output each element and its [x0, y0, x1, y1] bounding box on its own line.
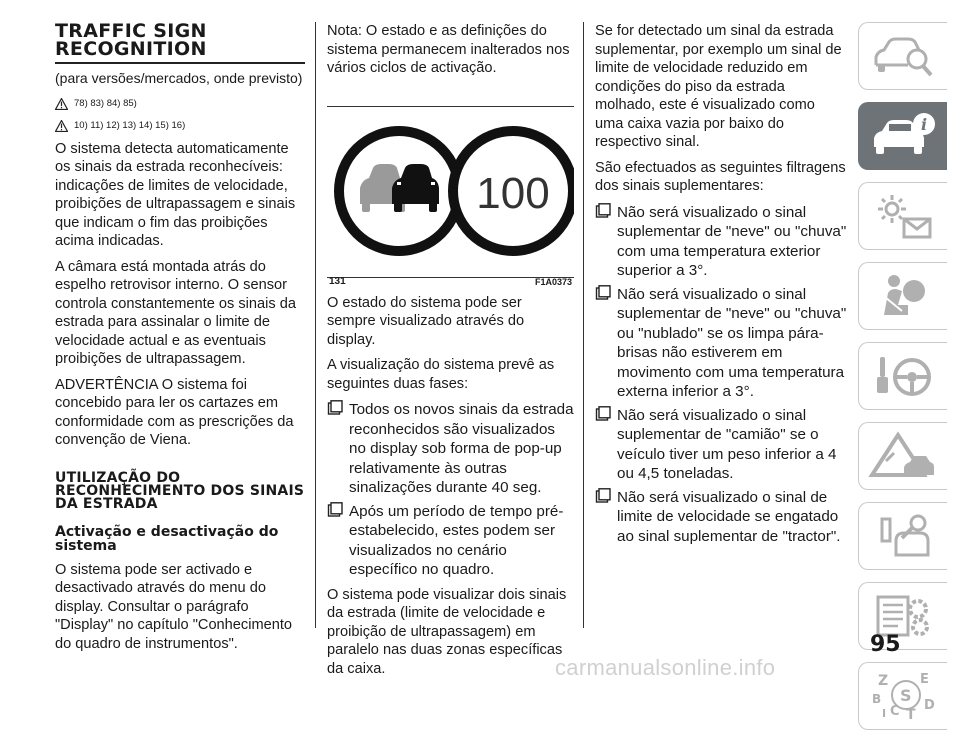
tab-maintenance[interactable] [858, 502, 947, 570]
svg-text:D: D [924, 698, 935, 713]
list-item: Não será visualizado o sinal de limite de velocidade se engatado ao sinal suplementar de "tractor". [595, 488, 847, 547]
list-item: Todos os novos sinais da estrada reconhecidos são visualizados no display sob forma de pop-up relativamente às outras sinalizações durante 40 seg. [327, 400, 574, 498]
list-item: Não será visualizado o sinal suplementar de "neve" ou "chuva" ou "nublado" se os limpa pára-brisas não estiverem em movimento com uma temperatura externa inferior a 3°. [595, 285, 847, 402]
tab-car-info[interactable] [858, 102, 947, 170]
title-line-1: TRAFFIC SIGN [55, 20, 207, 42]
wrench-tools-icon [868, 511, 938, 561]
caution-icon [55, 120, 68, 132]
svg-text:i: i [920, 115, 928, 134]
svg-text:T: T [906, 707, 916, 721]
bullet-icon [595, 488, 611, 504]
title-line-2: RECOGNITION [55, 38, 207, 60]
car-search-icon [868, 31, 938, 81]
subtitle: (para versões/mercados, onde previsto) [55, 70, 303, 86]
paragraph: São efectuados as seguintes filtragens dos sinais suplementares: [595, 159, 846, 194]
figure [327, 106, 574, 286]
warning-ref-line [55, 95, 305, 114]
tab-car-search[interactable] [858, 22, 947, 90]
airbag-icon [868, 271, 938, 321]
paragraph: A câmara está montada atrás do espelho retrovisor interno. O sensor controla constantemente os sinais da estrada para assinalar o limite de velocidade actual e as eventuais proibições de ultrapassagem. [55, 258, 296, 367]
tab-steering[interactable] [858, 342, 947, 410]
tab-emergency[interactable] [858, 422, 947, 490]
figure-top-rule [327, 106, 574, 107]
figure-code: F1A0373 [534, 277, 572, 287]
column-2 [327, 22, 574, 685]
warning-triangle-car-icon [868, 431, 938, 481]
page-number: 95 [870, 632, 901, 657]
svg-text:S: S [900, 686, 912, 705]
bullet-icon [327, 502, 343, 518]
no-overtaking-sign-icon [339, 131, 459, 251]
paragraph: Nota: O estado e as definições do sistema permanecem inalterados nos vários ciclos de activação. [327, 23, 570, 76]
subsection-title: Activação e desactivação do sistema [55, 523, 279, 554]
svg-text:C: C [890, 704, 900, 719]
section-title: UTILIZAÇÃO DO RECONHECIMENTO DOS SINAIS DA ESTRADA [55, 469, 305, 512]
warning-refs: 78) 83) 84) 85) [74, 97, 137, 109]
caution-refs: 10) 11) 12) 13) 14) 15) 16) [74, 120, 186, 131]
speed-limit-value: 100 [476, 168, 550, 218]
bullet-icon [595, 406, 611, 422]
traffic-signs-illustration [327, 116, 574, 266]
index-letters-icon [868, 671, 938, 721]
warning-icon [55, 98, 68, 110]
svg-text:B: B [872, 692, 882, 706]
paragraph: ADVERTÊNCIA O sistema foi concebido para ler os cartazes em conformidade com as prescrições da convenção de Viena. [55, 376, 294, 448]
bullet-icon [595, 285, 611, 301]
paragraph: O sistema pode ser activado e desactivado através do menu do display. Consultar o parágrafo "Display" no capítulo "Conhecimento do quadro de instrumentos". [55, 561, 293, 652]
paragraph: Se for detectado um sinal da estrada suplementar, por exemplo um sinal de limite de velocidade reduzido em condições do piso da estrada molhado, este é visualizado como uma caixa vazia por baixo do respectivo sinal. [595, 23, 842, 150]
column-1 [55, 22, 305, 660]
title-rule [55, 62, 305, 64]
car-info-icon [868, 111, 938, 161]
page-title [55, 22, 305, 58]
caution-ref-line [55, 117, 305, 136]
watermark: carmanualsonline.info [555, 655, 776, 680]
column-divider [583, 22, 584, 628]
list-item: Não será visualizado o sinal suplementar de "camião" se o veículo tiver um peso inferior a 4 ou 4,5 toneladas. [595, 406, 847, 484]
list-item: Não será visualizado o sinal suplementar de "neve" ou "chuva" com uma temperatura exterior superior a 3°. [595, 203, 847, 281]
tab-index[interactable] [858, 662, 947, 730]
tab-lights-mail[interactable] [858, 182, 947, 250]
steering-wheel-icon [868, 351, 938, 401]
column-divider [315, 22, 316, 628]
figure-number: 131 [329, 276, 346, 287]
speed-limit-sign-icon [453, 131, 573, 251]
paragraph: O estado do sistema pode ser sempre visualizado através do display. [327, 294, 525, 348]
bullet-list [595, 203, 847, 547]
lights-mail-icon [868, 191, 938, 241]
tab-airbag[interactable] [858, 262, 947, 330]
column-3 [595, 22, 847, 552]
bullet-icon [327, 400, 343, 416]
paragraph: A visualização do sistema prevê as seguintes duas fases: [327, 357, 555, 392]
paragraph: O sistema detecta automaticamente os sinais da estrada reconhecíveis: indicações de limites de velocidade, proibições de ultrapassagem e sinais que indicam o fim das proibições acima indicadas. [55, 140, 296, 249]
paragraph: O sistema pode visualizar dois sinais da estrada (limite de velocidade e proibição de ultrapassagem) em paralelo nas duas zonas específicas da caixa. [327, 586, 567, 677]
bullet-list [327, 400, 574, 580]
svg-text:Z: Z [878, 673, 889, 689]
bullet-icon [595, 203, 611, 219]
svg-text:I: I [882, 707, 887, 720]
svg-text:E: E [920, 672, 929, 687]
list-item: Após um período de tempo pré-estabelecido, estes podem ser visualizados no cenário específico no quadro. [327, 502, 574, 580]
